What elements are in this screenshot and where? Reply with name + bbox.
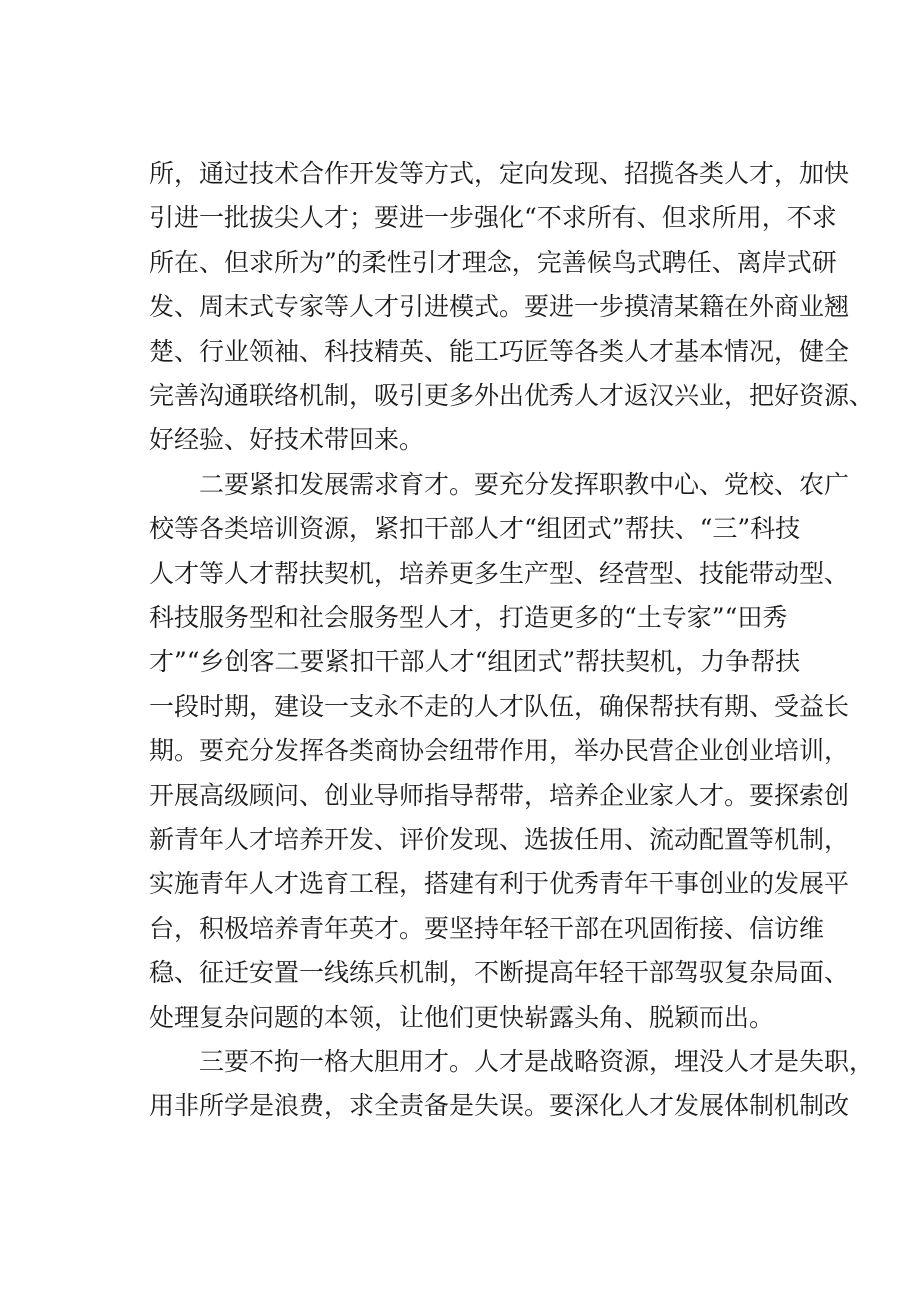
text-line: 一段时期，建设一支永不走的人才队伍，确保帮扶有期、受益长 <box>149 692 850 721</box>
text-line: 所，通过技术合作开发等方式，定向发现、招揽各类人才，加快 <box>149 159 850 188</box>
text-line: 引进一批拔尖人才；要进一步强化“不求所有、但求所用，不求 <box>149 203 837 232</box>
text-line: 科技服务型和社会服务型人才，打造更多的“土专家”“田秀 <box>149 603 788 632</box>
text-line: 完善沟通联络机制，吸引更多外出优秀人才返汉兴业，把好资源、 <box>149 381 875 410</box>
text-line: 期。要充分发挥各类商协会纽带作用，举办民营企业创业培训， <box>149 736 850 765</box>
text-line: 楚、行业领袖、科技精英、能工巧匠等各类人才基本情况，健全 <box>149 337 850 366</box>
text-line: 处理复杂问题的本领，让他们更快崭露头角、脱颖而出。 <box>149 1003 775 1032</box>
text-line: 人才等人才帮扶契机，培养更多生产型、经营型、技能带动型、 <box>149 559 850 588</box>
text-line: 实施青年人才选育工程，搭建有利于优秀青年干事创业的发展平 <box>149 869 850 898</box>
text-line: 开展高级顾问、创业导师指导帮带，培养企业家人才。要探索创 <box>149 781 850 810</box>
text-line: 校等各类培训资源，紧扣干部人才“组团式”帮扶、“三”科技 <box>149 514 801 543</box>
paragraph-first-line: 三要不拘一格大胆用才。人才是战略资源，埋没人才是失职， <box>199 1047 875 1076</box>
text-line: 用非所学是浪费，求全责备是失误。要深化人才发展体制机制改 <box>149 1091 850 1120</box>
text-line: 所在、但求所为”的柔性引才理念，完善候鸟式聘任、离岸式研 <box>149 248 837 277</box>
text-line: 才”“乡创客二要紧扣干部人才“组团式”帮扶契机，力争帮扶 <box>149 647 801 676</box>
text-line: 稳、征迁安置一线练兵机制，不断提高年轻干部驾驭复杂局面、 <box>149 958 850 987</box>
text-line: 台，积极培养青年英才。要坚持年轻干部在巩固衔接、信访维 <box>149 914 825 943</box>
text-line: 发、周末式专家等人才引进模式。要进一步摸清某籍在外商业翘 <box>149 292 850 321</box>
text-line: 好经验、好技术带回来。 <box>149 425 425 454</box>
text-line: 新青年人才培养开发、评价发现、选拔任用、流动配置等机制， <box>149 825 850 854</box>
paragraph-first-line: 二要紧扣发展需求育才。要充分发挥职教中心、党校、农广 <box>199 470 850 499</box>
